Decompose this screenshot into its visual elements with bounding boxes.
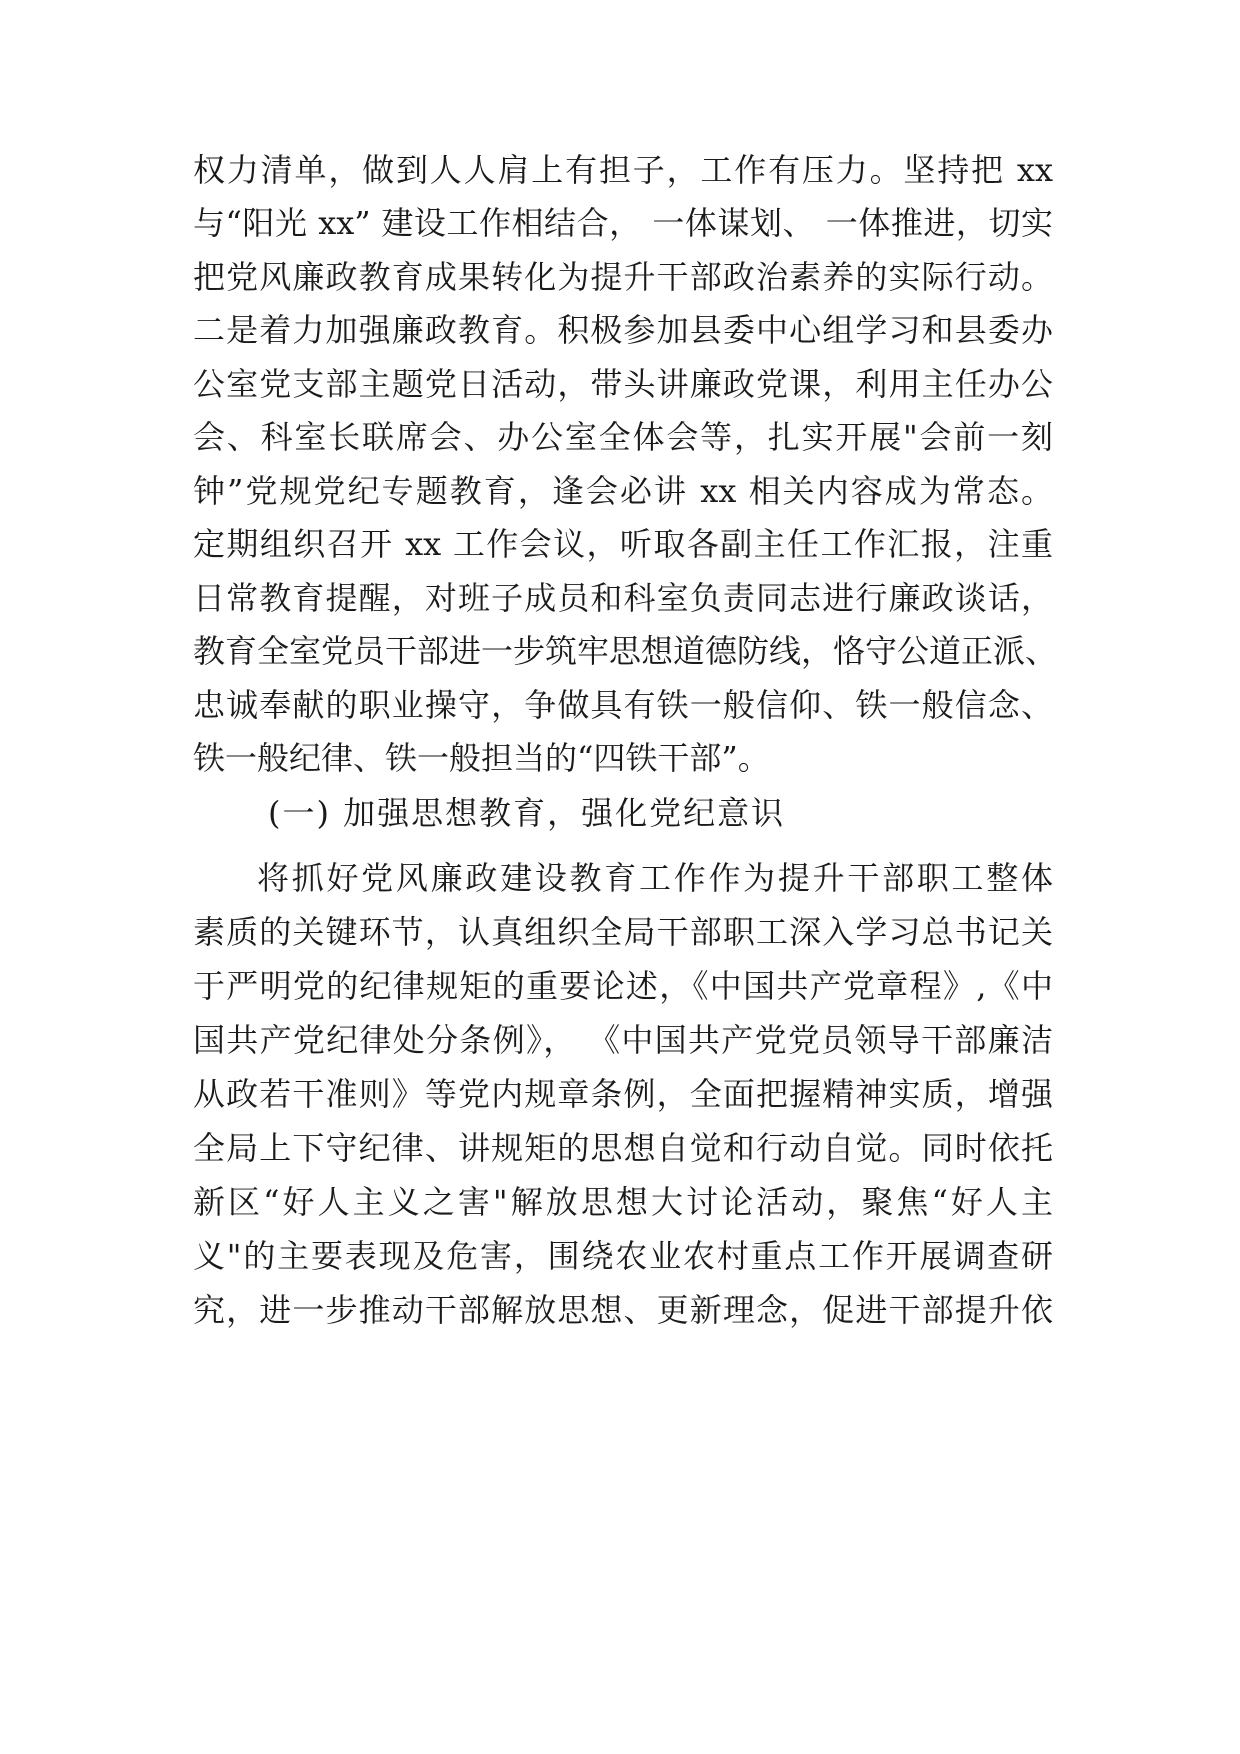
paragraph-line: 国共产党纪律处分条例》， 《中国共产党党员领导干部廉洁 <box>193 1021 1053 1059</box>
paragraph-line: 素质的关键环节，认真组织全局干部职工深入学习总书记关 <box>193 913 1053 951</box>
paragraph-line: 铁一般纪律、铁一般担当的“四铁干部”。 <box>193 739 770 777</box>
paragraph-line: 二是着力加强廉政教育。积极参加县委中心组学习和县委办 <box>193 311 1053 349</box>
paragraph-line: 全局上下守纪律、讲规矩的思想自觉和行动自觉。同时依托 <box>193 1129 1053 1167</box>
paragraph-line: 究，进一步推动干部解放思想、更新理念，促进干部提升依 <box>193 1291 1053 1329</box>
paragraph-line: 会、科室长联席会、办公室全体会等，扎实开展"会前一刻 <box>193 418 1053 456</box>
paragraph-line: 新区“好人主义之害"解放思想大讨论活动，聚焦“好人主 <box>193 1183 1053 1221</box>
paragraph-line: 权力清单，做到人人肩上有担子，工作有压力。坚持把 xx <box>193 151 1053 189</box>
paragraph-line: 将抓好党风廉政建设教育工作作为提升干部职工整体 <box>257 859 1053 897</box>
paragraph-line: 钟”党规党纪专题教育，逢会必讲 xx 相关内容成为常态。 <box>193 472 1053 510</box>
paragraph-line: 与“阳光 xx” 建设工作相结合， 一体谋划、 一体推进，切实 <box>193 204 1053 242</box>
paragraph-line: 定期组织召开 xx 工作会议，听取各副主任工作汇报，注重 <box>193 525 1053 563</box>
paragraph-line: 于严明党的纪律规矩的重要论述，《中国共产党章程》,《中 <box>193 967 1053 1005</box>
paragraph-line: 把党风廉政教育成果转化为提升干部政治素养的实际行动。 <box>193 258 1053 296</box>
paragraph-line: 义"的主要表现及危害，围绕农业农村重点工作开展调查研 <box>193 1237 1053 1275</box>
paragraph-line: 忠诚奉献的职业操守，争做具有铁一般信仰、铁一般信念、 <box>193 686 1053 724</box>
paragraph-line: 教育全室党员干部进一步筑牢思想道德防线，恪守公道正派、 <box>193 632 1058 670</box>
paragraph-line: 从政若干准则》等党内规章条例，全面把握精神实质，增强 <box>193 1075 1053 1113</box>
paragraph-line: 日常教育提醒，对班子成员和科室负责同志进行廉政谈话， <box>193 579 1053 617</box>
section-heading: (一) 加强思想教育，强化党纪意识 <box>268 794 786 832</box>
paragraph-line: 公室党支部主题党日活动，带头讲廉政党课，利用主任办公 <box>193 365 1053 403</box>
